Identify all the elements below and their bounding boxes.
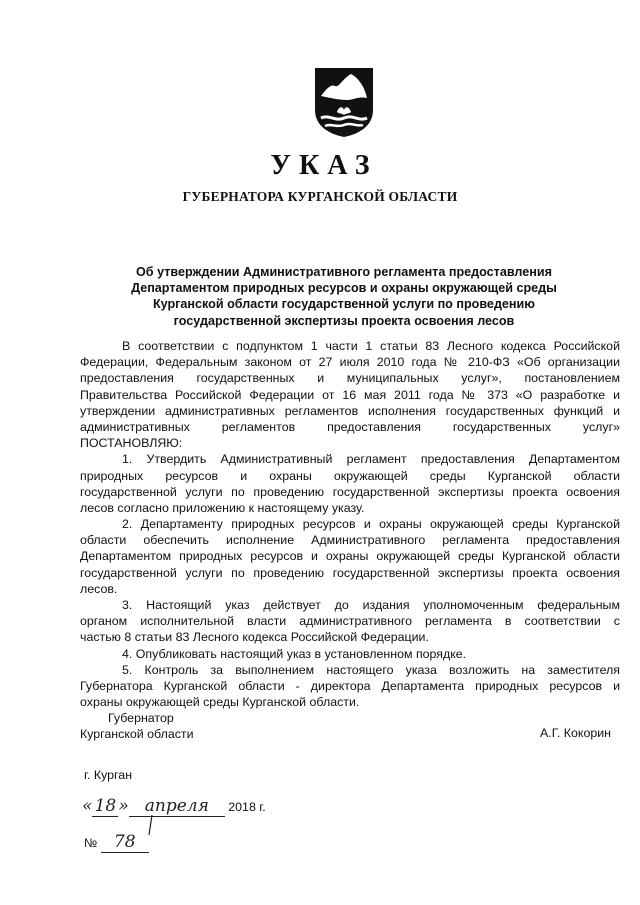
body-line: государственной услуги по проведению государственной экспертизы проекта освоения — [80, 484, 620, 499]
heading-line: государственной экспертизы проекта освоения лесов — [173, 313, 515, 328]
signatory-region: Курганской области — [80, 727, 194, 742]
decree-body — [80, 338, 620, 710]
body-line: В соответствии с подпунктом 1 части 1 статьи 83 Лесного кодекса Российской — [122, 339, 620, 353]
body-line: Федерации, Федеральным законом от 27 июля 2010 года № 210-ФЗ «Об организации — [80, 355, 620, 370]
issue-city: г. Курган — [84, 768, 133, 782]
date-month: апреля — [129, 796, 225, 817]
body-line: предоставления государственных и муниципальных услуг», постановлением — [80, 371, 620, 386]
date-day: 18 — [92, 796, 118, 817]
signatory-title: Губернатор — [108, 711, 174, 725]
number-label: № — [84, 836, 98, 850]
heading-line: Курганской области государственной услуги по проведению — [152, 297, 536, 312]
body-line: 3. Настоящий указ действует до издания уполномоченным федеральным — [122, 598, 620, 612]
body-line: 2. Департаменту природных ресурсов и охраны окружающей среды Курганской — [122, 517, 620, 532]
body-line: административных регламентов предоставления государственных услуг» — [80, 419, 620, 434]
signatory-name: А.Г. Кокорин — [540, 726, 612, 740]
body-line: 4. Опубликовать настоящий указ в установленном порядке. — [122, 646, 467, 661]
decree-heading — [100, 264, 588, 329]
document-subtitle: ГУБЕРНАТОРА КУРГАНСКОЙ ОБЛАСТИ — [182, 189, 458, 204]
date-open-quote: « — [82, 796, 93, 816]
signatory-position — [80, 710, 194, 742]
body-line: Губернатора Курганской области - директора Департамента природных ресурсов и — [80, 678, 620, 693]
body-line: утверждении административных регламентов исполнения государственных функций и — [80, 403, 620, 418]
pen-tick-mark — [146, 814, 154, 836]
date-close-quote: » — [118, 796, 129, 816]
issue-date — [82, 796, 266, 817]
body-line: охраны окружающей среды Курганской области. — [80, 695, 360, 710]
heading-line: Об утверждении Административного регламента предоставления — [136, 265, 552, 279]
date-year: 2018 г. — [228, 800, 266, 814]
coat-of-arms-icon — [313, 66, 375, 138]
document-number — [84, 832, 149, 853]
body-line: 1. Утвердить Административный регламент предоставления Департаментом — [122, 452, 620, 467]
body-line: органом исполнительной власти административного регламента в соответствии с — [80, 614, 620, 629]
body-line: ПОСТАНОВЛЯЮ: — [80, 436, 183, 451]
body-line: государственной услуги по проведению государственной экспертизы проекта освоения — [80, 565, 620, 580]
body-line: Правительства Российской Федерации от 16 мая 2011 года № 373 «О разработке и — [80, 387, 620, 402]
heading-line: Департаментом природных ресурсов и охраны окружающей среды — [131, 281, 557, 296]
body-line: частью 8 статьи 83 Лесного кодекса Российской Федерации. — [80, 630, 429, 645]
body-line: области обеспечить исполнение Административного регламента предоставления — [80, 533, 620, 548]
body-line: лесов согласно приложению к настоящему указу. — [80, 500, 365, 515]
number-value: 78 — [101, 832, 149, 853]
body-line: 5. Контроль за выполнением настоящего указа возложить на заместителя — [122, 662, 620, 677]
body-line: природных ресурсов и охраны окружающей среды Курганской области — [80, 468, 620, 483]
document-title: УКАЗ — [270, 150, 378, 181]
body-line: лесов. — [80, 581, 118, 596]
body-line: Департаментом природных ресурсов и охраны окружающей среды Курганской области — [80, 549, 620, 564]
